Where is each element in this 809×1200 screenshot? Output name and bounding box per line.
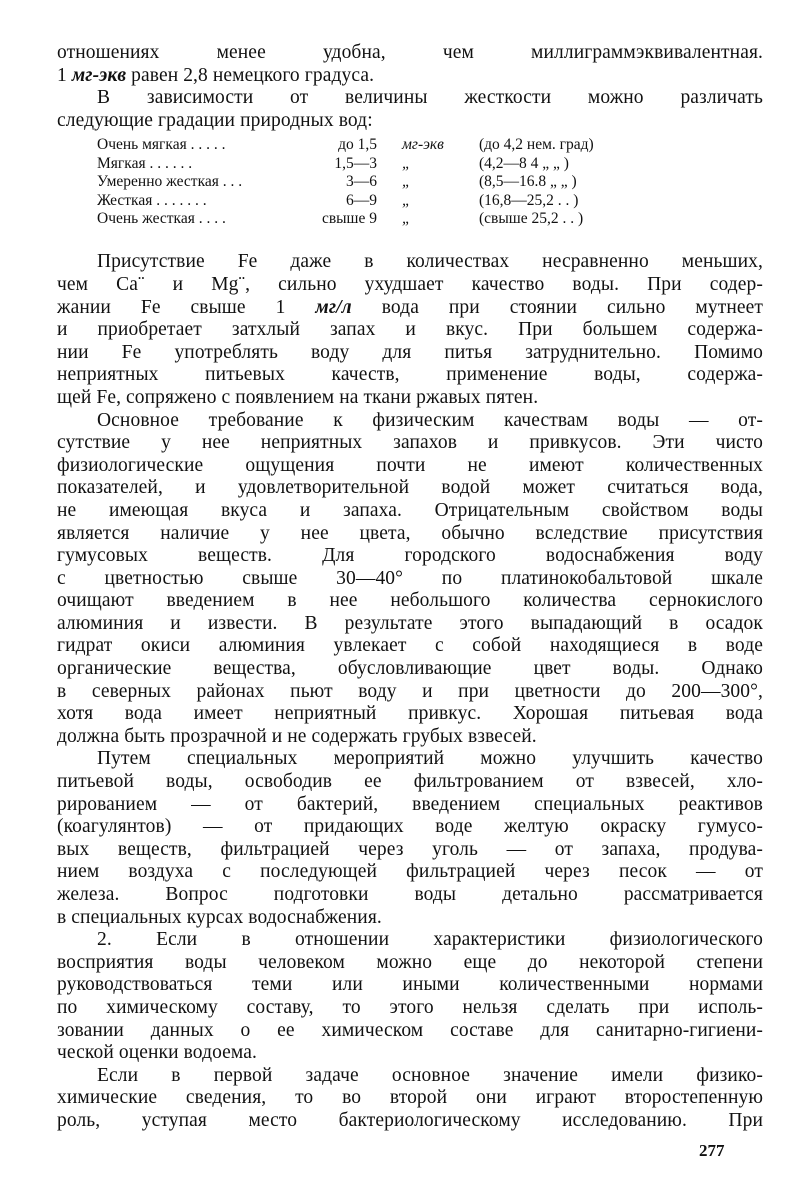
paragraph [57, 1065, 763, 1133]
text-line: сутствие у нее неприятных запахов и привкусов. Эти чисто [57, 432, 763, 454]
grade-german-degrees: (8,5—16.8 „ „ ) [479, 173, 577, 191]
intro-block [57, 42, 763, 132]
grade-name: Мягкая . . . . . . [97, 154, 193, 172]
grade-unit: „ [402, 154, 411, 172]
text-line: гумусовых веществ. Для городского водоснабжения воду [57, 545, 763, 567]
grade-mg-ekv: 6—9 [346, 191, 377, 209]
text-line: ческой оценки водоема. [57, 1042, 257, 1064]
text-line: щей Fe, сопряжено с появлением на ткани ржавых пятен. [57, 386, 539, 408]
text-line: В зависимости от величины жесткости можно различать [97, 87, 763, 109]
paragraph [57, 410, 763, 749]
text-line: с цветностью свыше 30—40° по платинокобальтовой шкале [57, 567, 763, 589]
text-line: чем Ca¨ и Mg¨, сильно ухудшает качество воды. При содер- [57, 273, 763, 295]
text-line: гидрат окиси алюминия увлекает с собой находящиеся в воде [57, 635, 763, 657]
text-line: по химическому составу, то этого нельзя сделать при исполь- [57, 996, 763, 1018]
text-line: Путем специальных мероприятий можно улучшить качество [97, 748, 763, 770]
text-line: восприятия воды человеком можно еще до некоторой степени [57, 951, 763, 973]
text-line: (коагулянтов) — от придающих воде желтую окраску гумусо- [57, 816, 763, 838]
grade-german-degrees: (до 4,2 нем. град) [479, 136, 594, 154]
text-line: неприятных питьевых качеств, применение воды, содержа- [57, 364, 763, 386]
text-run: равен 2,8 немецкого градуса. [126, 64, 375, 86]
text-line: Если в первой задаче основное значение имели физико- [97, 1064, 763, 1086]
text-line: является наличие у нее цвета, обычно вследствие присутствия [57, 522, 763, 544]
unit-mg-ekv: мг-экв [71, 64, 127, 86]
text-line: руководствоваться теми или иными количественными нормами [57, 974, 763, 996]
text-run: жании Fe свыше 1 [57, 296, 316, 318]
text-line: вых веществ, фильтрацией через уголь — от запаха, продува- [57, 838, 763, 860]
text-line: отношениях менее удобна, чем миллиграммэквивалентная. [57, 42, 763, 63]
text-line: нии Fe употреблять воду для питья затруднительно. Помимо [57, 341, 763, 363]
text-line: питьевой воды, освободив ее фильтрованием от взвесей, хло- [57, 771, 763, 793]
grade-german-degrees: (4,2—8 4 „ „ ) [479, 154, 569, 172]
text-line: очищают введением в нее небольшого количества сернокислого [57, 590, 763, 612]
text-line: не имеющая вкуса и запаха. Отрицательным свойством воды [57, 499, 763, 521]
text-line: должна быть прозрачной и не содержать грубых взвесей. [57, 725, 537, 747]
paragraph [57, 929, 763, 1065]
grade-unit: „ [402, 191, 411, 209]
text-line [57, 297, 763, 320]
page-number: 277 [699, 1141, 725, 1160]
text-line: Присутствие Fe даже в количествах несравненно меньших, [97, 251, 763, 273]
grade-unit: „ [402, 210, 411, 228]
text-line: рированием — от бактерий, введением специальных реактивов [57, 793, 763, 815]
grade-mg-ekv: 3—6 [346, 173, 377, 191]
text-run: 1 [57, 64, 72, 86]
page-text [57, 42, 763, 1133]
grade-unit: „ [402, 173, 411, 191]
grade-name: Очень жесткая . . . . [97, 210, 226, 228]
text-line: алюминия и извести. В результате этого выпадающий в осадок [57, 612, 763, 634]
hardness-table [57, 136, 763, 251]
text-line: в северных районах пьют воду и при цветности до 200—300°, [57, 680, 763, 702]
text-line [57, 65, 763, 88]
text-line: 2. Если в отношении характеристики физиологического [97, 929, 763, 951]
grade-mg-ekv: свыше 9 [321, 210, 377, 228]
text-line: железа. Вопрос подготовки воды детально рассматривается [57, 884, 763, 905]
grade-german-degrees: (свыше 25,2 . . ) [479, 210, 584, 228]
grade-german-degrees: (16,8—25,2 . . ) [479, 191, 579, 209]
body-paragraphs [57, 251, 763, 1132]
grade-name: Умеренно жесткая . . . [97, 173, 243, 191]
text-line: следующие градации природных вод: [57, 109, 373, 131]
grade-name: Очень мягкая . . . . . [97, 136, 226, 154]
text-line: хотя вода имеет неприятный привкус. Хорошая питьевая вода [57, 703, 763, 725]
unit-italic: мг/л [315, 296, 352, 318]
text-line: Основное требование к физическим качествам воды — от- [97, 409, 763, 431]
grade-mg-ekv: 1,5—3 [334, 154, 377, 172]
paragraph [57, 748, 763, 929]
text-line: органические вещества, обусловливающие цвет воды. Однако [57, 658, 763, 680]
text-line: показателей, и удовлетворительной водой может считаться вода, [57, 477, 763, 499]
text-line: и приобретает затхлый запах и вкус. При большем содержа- [57, 319, 763, 341]
text-line: нием воздуха с последующей фильтрацией через песок — от [57, 861, 763, 883]
grade-unit: мг-экв [402, 136, 444, 154]
text-line: роль, уступая место бактериологическому исследованию. При [57, 1109, 763, 1131]
grade-name: Жесткая . . . . . . . [97, 191, 207, 209]
text-line: химические сведения, то во второй они играют второстепенную [57, 1087, 763, 1109]
paragraph [57, 251, 763, 409]
text-line: физиологические ощущения почти не имеют количественных [57, 454, 763, 476]
text-line: в специальных курсах водоснабжения. [57, 906, 382, 928]
text-run: вода при стоянии сильно мутнеет [351, 296, 763, 318]
grade-mg-ekv: до 1,5 [338, 136, 377, 154]
text-line: зовании данных о ее химическом составе для санитарно-гигиени- [57, 1019, 763, 1041]
